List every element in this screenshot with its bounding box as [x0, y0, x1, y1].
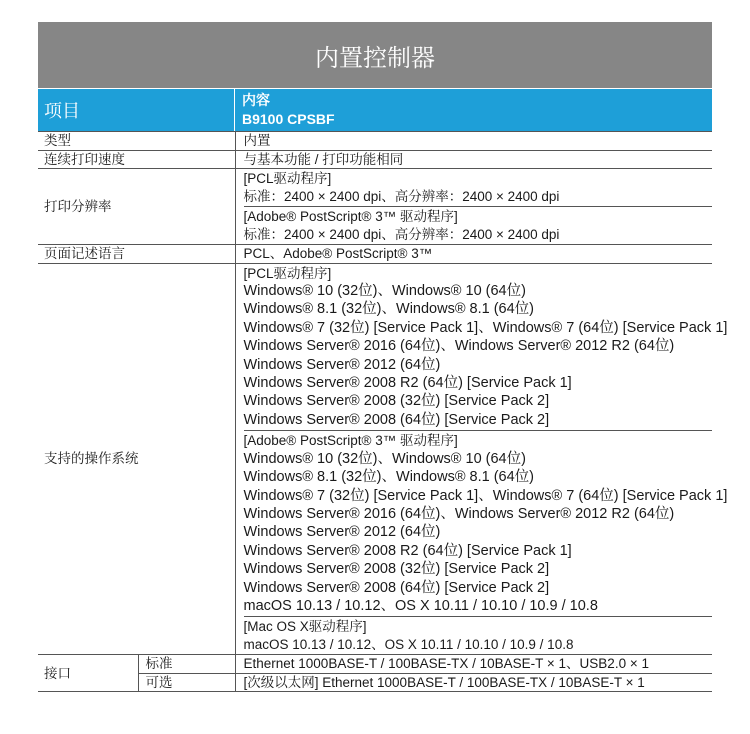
table-row: [38, 132, 712, 151]
table-row: [38, 169, 712, 245]
row-label-interface: 接口: [38, 655, 138, 692]
table-header: [38, 88, 712, 131]
row-value-speed: 与基本功能 / 打印功能相同: [235, 150, 712, 169]
os-ps-line: Windows Server® 2008 R2 (64位) [Service Pack 1]: [243, 542, 572, 559]
row-value-type: 内置: [235, 132, 712, 151]
os-pcl-line: Windows Server® 2008 R2 (64位) [Service Pack 1]: [243, 375, 572, 392]
os-pcl-line: Windows Server® 2016 (64位)、Windows Server® 2012 R2 (64位): [243, 338, 675, 355]
os-ps-line: Windows Server® 2016 (64位)、Windows Server® 2012 R2 (64位): [243, 505, 675, 522]
table-row: [38, 263, 712, 655]
os-pcl-block: [243, 264, 728, 431]
row-value-pdl: PCL、Adobe® PostScript® 3™: [235, 245, 712, 264]
row-label-type: 类型: [38, 132, 235, 151]
table-row: [38, 673, 712, 692]
table-row: [38, 655, 712, 674]
spec-sheet: [38, 22, 728, 692]
os-mac-heading: [Mac OS X驱动程序]: [243, 619, 367, 635]
row-label-os: 支持的操作系统: [38, 263, 235, 655]
os-ps-heading: [Adobe® PostScript® 3™ 驱动程序]: [243, 433, 458, 449]
interface-standard-value: Ethernet 1000BASE-T / 100BASE-TX / 10BASE-T × 1、USB2.0 × 1: [235, 655, 712, 674]
os-ps-line: Windows Server® 2012 (64位): [243, 524, 441, 541]
row-label-resolution: 打印分辨率: [38, 169, 235, 245]
table-row: [38, 150, 712, 169]
resolution-ps-block: [244, 206, 713, 244]
os-ps-line: Windows® 10 (32位)、Windows® 10 (64位): [243, 450, 526, 467]
resolution-pcl-heading: [PCL驱动程序]: [243, 171, 332, 186]
os-pcl-line: Windows® 7 (32位) [Service Pack 1]、Windows® 7 (64位) [Service Pack 1]: [243, 319, 728, 336]
header-item-label: 项目: [38, 89, 235, 131]
header-content-label: 内容: [242, 92, 270, 108]
page-title: 内置控制器: [38, 22, 712, 88]
row-value-os: [235, 263, 728, 655]
table-row: [38, 245, 712, 264]
resolution-ps-heading: [Adobe® PostScript® 3™ 驱动程序]: [243, 209, 458, 224]
os-pcl-line: Windows® 8.1 (32位)、Windows® 8.1 (64位): [243, 301, 535, 318]
interface-optional-label: 可选: [138, 673, 235, 692]
spec-table: [38, 131, 728, 692]
row-label-pdl: 页面记述语言: [38, 245, 235, 264]
os-ps-line: Windows Server® 2008 (32位) [Service Pack 2]: [243, 561, 550, 578]
os-pcl-heading: [PCL驱动程序]: [243, 265, 332, 281]
interface-standard-label: 标准: [138, 655, 235, 674]
os-pcl-line: Windows Server® 2008 (32位) [Service Pack 2]: [243, 393, 550, 410]
os-ps-line: Windows Server® 2008 (64位) [Service Pack 2]: [243, 579, 550, 596]
resolution-ps-value: 标准：2400 × 2400 dpi、高分辨率：2400 × 2400 dpi: [243, 226, 560, 242]
header-model: B9100 CPSBF: [242, 111, 335, 127]
os-ps-line: Windows® 7 (32位) [Service Pack 1]、Windows® 7 (64位) [Service Pack 1]: [243, 487, 728, 504]
os-pcl-line: Windows Server® 2012 (64位): [243, 356, 441, 373]
os-mac-block: [244, 616, 713, 654]
resolution-pcl-block: [244, 169, 713, 206]
os-mac-line: macOS 10.13 / 10.12、OS X 10.11 / 10.10 / 10.9 / 10.8: [243, 636, 574, 652]
os-ps-line: macOS 10.13 / 10.12、OS X 10.11 / 10.10 / 10.9 / 10.8: [243, 598, 598, 614]
interface-optional-value: [次级以太网] Ethernet 1000BASE-T / 100BASE-TX / 10BASE-T × 1: [235, 673, 712, 692]
os-ps-line: Windows® 8.1 (32位)、Windows® 8.1 (64位): [243, 469, 535, 486]
os-pcl-line: Windows® 10 (32位)、Windows® 10 (64位): [243, 283, 526, 299]
row-value-resolution: [235, 169, 712, 245]
os-pcl-line: Windows Server® 2008 (64位) [Service Pack 2]: [243, 411, 550, 428]
resolution-pcl-value: 标准：2400 × 2400 dpi、高分辨率：2400 × 2400 dpi: [243, 188, 560, 204]
row-label-speed: 连续打印速度: [38, 150, 235, 169]
header-content: [235, 89, 712, 131]
os-ps-block: [243, 430, 728, 616]
